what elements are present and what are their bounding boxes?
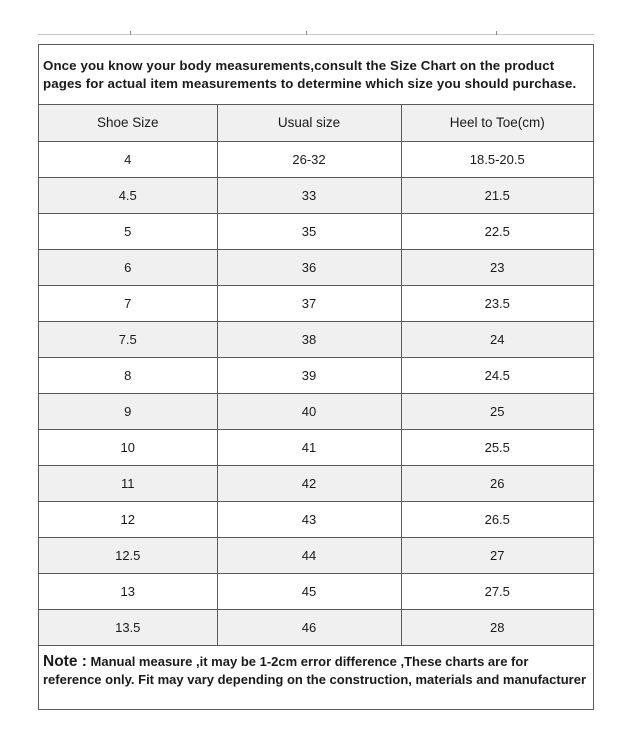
table-row — [39, 501, 593, 537]
header-row — [39, 105, 593, 141]
shoe-size-cell: 10 — [39, 429, 217, 465]
heel-to-toe-cell: 22.5 — [401, 213, 593, 249]
note-block — [39, 645, 593, 689]
ruler-tick — [306, 31, 307, 35]
heel-to-toe-cell: 26 — [401, 465, 593, 501]
shoe-size-cell: 13.5 — [39, 609, 217, 645]
table-row — [39, 285, 593, 321]
table-row — [39, 429, 593, 465]
usual-size-cell: 43 — [217, 501, 401, 537]
shoe-size-cell: 6 — [39, 249, 217, 285]
shoe-size-cell: 5 — [39, 213, 217, 249]
shoe-size-cell: 9 — [39, 393, 217, 429]
heel-to-toe-cell: 25.5 — [401, 429, 593, 465]
usual-size-cell: 33 — [217, 177, 401, 213]
shoe-size-cell: 13 — [39, 573, 217, 609]
table-row — [39, 213, 593, 249]
heel-to-toe-cell: 23 — [401, 249, 593, 285]
shoe-size-cell: 7.5 — [39, 321, 217, 357]
size-table-body — [39, 141, 593, 645]
table-row — [39, 573, 593, 609]
heel-to-toe-cell: 18.5-20.5 — [401, 141, 593, 177]
size-table — [39, 105, 593, 646]
heel-to-toe-cell: 27.5 — [401, 573, 593, 609]
heel-to-toe-cell: 24 — [401, 321, 593, 357]
shoe-size-cell: 12.5 — [39, 537, 217, 573]
shoe-size-cell: 7 — [39, 285, 217, 321]
column-header: Usual size — [217, 105, 401, 141]
usual-size-cell: 45 — [217, 573, 401, 609]
intro-text: Once you know your body measurements,consult the Size Chart on the product pages for actual item measurements to determine which size you should purchase. — [39, 45, 593, 105]
heel-to-toe-cell: 27 — [401, 537, 593, 573]
usual-size-cell: 44 — [217, 537, 401, 573]
table-row — [39, 321, 593, 357]
table-row — [39, 357, 593, 393]
usual-size-cell: 46 — [217, 609, 401, 645]
heel-to-toe-cell: 25 — [401, 393, 593, 429]
note-text: Manual measure ,it may be 1-2cm error difference ,These charts are for reference only. Fit may vary depending on the construction, materials and manufacturer — [43, 654, 587, 687]
usual-size-cell: 40 — [217, 393, 401, 429]
table-row — [39, 465, 593, 501]
column-header: Heel to Toe(cm) — [401, 105, 593, 141]
usual-size-cell: 38 — [217, 321, 401, 357]
column-header: Shoe Size — [39, 105, 217, 141]
size-table-header — [39, 105, 593, 141]
heel-to-toe-cell: 24.5 — [401, 357, 593, 393]
usual-size-cell: 39 — [217, 357, 401, 393]
note-label: Note : — [43, 653, 87, 670]
shoe-size-cell: 4.5 — [39, 177, 217, 213]
usual-size-cell: 36 — [217, 249, 401, 285]
heel-to-toe-cell: 28 — [401, 609, 593, 645]
shoe-size-cell: 4 — [39, 141, 217, 177]
heel-to-toe-cell: 23.5 — [401, 285, 593, 321]
table-row — [39, 141, 593, 177]
shoe-size-cell: 11 — [39, 465, 217, 501]
usual-size-cell: 42 — [217, 465, 401, 501]
usual-size-cell: 41 — [217, 429, 401, 465]
ruler-tick — [496, 31, 497, 35]
shoe-size-cell: 8 — [39, 357, 217, 393]
table-row — [39, 177, 593, 213]
usual-size-cell: 35 — [217, 213, 401, 249]
table-row — [39, 393, 593, 429]
ruler-tick — [130, 31, 131, 35]
table-row — [39, 249, 593, 285]
size-chart-sheet — [38, 44, 594, 710]
table-row — [39, 609, 593, 645]
shoe-size-cell: 12 — [39, 501, 217, 537]
usual-size-cell: 26-32 — [217, 141, 401, 177]
usual-size-cell: 37 — [217, 285, 401, 321]
heel-to-toe-cell: 26.5 — [401, 501, 593, 537]
table-row — [39, 537, 593, 573]
heel-to-toe-cell: 21.5 — [401, 177, 593, 213]
